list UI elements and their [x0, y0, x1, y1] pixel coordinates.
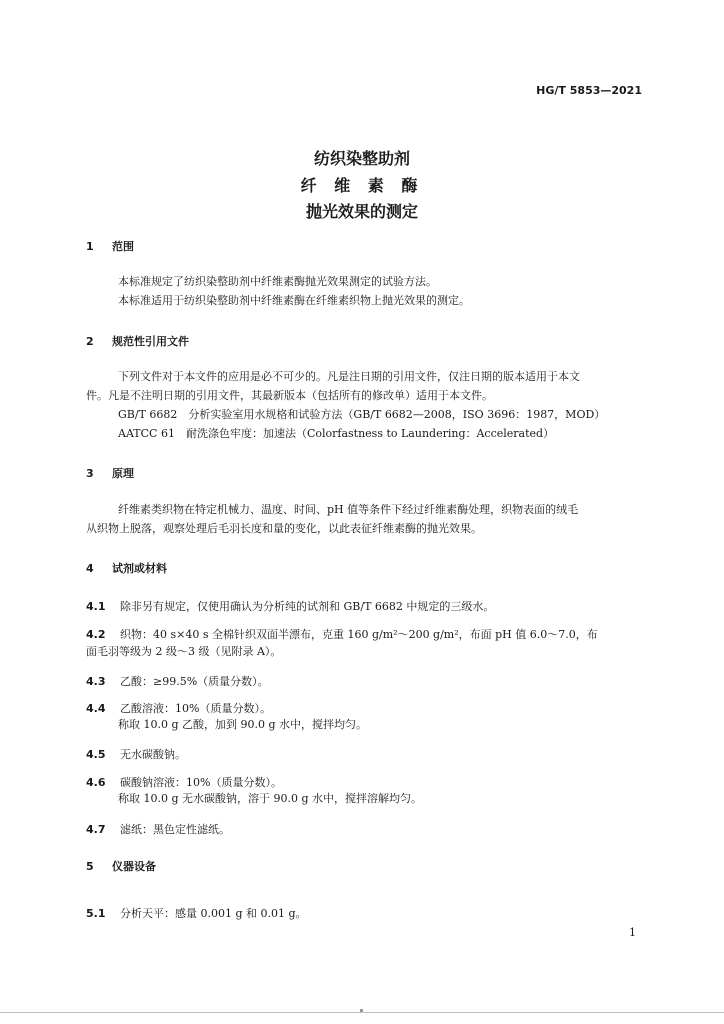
clause-4-4 [86, 700, 271, 716]
page-number: 1 [629, 926, 636, 939]
clause-number: 4.1 [86, 600, 106, 613]
paragraph: 下列文件对于本文件的应用是必不可少的。凡是注日期的引用文件，仅注日期的版本适用于本文 [118, 370, 580, 383]
section-title: 范围 [112, 240, 134, 253]
section-4-heading [86, 560, 167, 576]
title-line-3: 抛光效果的测定 [305, 202, 418, 221]
clause-subtext: 称取 10.0 g 乙酸，加到 90.0 g 水中，搅拌均匀。 [118, 718, 368, 731]
paragraph: 本标准适用于纺织染整助剂中纤维素酶在纤维素织物上抛光效果的测定。 [118, 294, 470, 307]
section-2-heading [86, 333, 189, 349]
section-number: 2 [86, 335, 94, 348]
clause-subtext: 称取 10.0 g 无水碳酸钠，溶于 90.0 g 水中，搅拌溶解均匀。 [118, 792, 423, 805]
clause-continuation: 面毛羽等级为 2 级～3 级（见附录 A）。 [86, 645, 282, 658]
clause-number: 4.3 [86, 675, 106, 688]
title-line-2: 纤 维 素 酶 [300, 176, 424, 195]
clause-text: 无水碳酸钠。 [120, 748, 186, 761]
clause-number: 4.7 [86, 823, 106, 836]
section-title: 规范性引用文件 [112, 335, 189, 348]
reference-item: GB/T 6682 分析实验室用水规格和试验方法（GB/T 6682—2008，ISO 3696：1987，MOD） [118, 408, 606, 421]
clause-4-1 [86, 598, 494, 614]
clause-number: 4.4 [86, 702, 106, 715]
section-title: 仪器设备 [112, 860, 156, 873]
reference-item: AATCC 61 耐洗涤色牢度：加速法（Colorfastness to Laundering：Accelerated） [118, 427, 555, 440]
section-5-heading [86, 858, 156, 874]
clause-number: 4.5 [86, 748, 106, 761]
clause-text: 滤纸：黑色定性滤纸。 [120, 823, 230, 836]
clause-text: 碳酸钠溶液：10%（质量分数）。 [120, 776, 282, 789]
paragraph: 纤维素类织物在特定机械力、温度、时间、pH 值等条件下经过纤维素酶处理，织物表面的绒毛 [118, 503, 579, 516]
clause-text: 织物：40 s×40 s 全棉针织双面半漂布，克重 160 g/m²～200 g/m²，布面 pH 值 6.0～7.0，布 [120, 628, 598, 641]
section-number: 3 [86, 467, 94, 480]
paragraph: 本标准规定了纺织染整助剂中纤维素酶抛光效果测定的试验方法。 [118, 275, 437, 288]
title-line-1: 纺织染整助剂 [313, 149, 410, 168]
clause-text: 分析天平：感量 0.001 g 和 0.01 g。 [120, 907, 307, 920]
section-number: 4 [86, 562, 94, 575]
clause-number: 5.1 [86, 907, 106, 920]
clause-number: 4.6 [86, 776, 106, 789]
section-number: 1 [86, 240, 94, 253]
clause-number: 4.2 [86, 628, 106, 641]
clause-4-3 [86, 673, 269, 689]
clause-text: 乙酸：≥99.5%（质量分数）。 [120, 675, 269, 688]
section-number: 5 [86, 860, 94, 873]
bottom-divider [0, 1012, 724, 1013]
paragraph: 件。凡是不注明日期的引用文件，其最新版本（包括所有的修改单）适用于本文件。 [86, 389, 493, 402]
clause-text: 除非另有规定，仅使用确认为分析纯的试剂和 GB/T 6682 中规定的三级水。 [120, 600, 495, 613]
section-1-heading [86, 238, 134, 254]
standard-code: HG/T 5853—2021 [536, 84, 642, 97]
clause-5-1 [86, 905, 307, 921]
clause-text: 乙酸溶液：10%（质量分数）。 [120, 702, 271, 715]
clause-4-6 [86, 774, 282, 790]
section-title: 试剂或材料 [112, 562, 167, 575]
bottom-marker [360, 1009, 363, 1012]
clause-4-7 [86, 821, 230, 837]
clause-4-5 [86, 746, 186, 762]
section-title: 原理 [112, 467, 134, 480]
clause-4-2 [86, 626, 598, 642]
section-3-heading [86, 465, 134, 481]
paragraph: 从织物上脱落，观察处理后毛羽长度和量的变化，以此表征纤维素酶的抛光效果。 [86, 522, 482, 535]
